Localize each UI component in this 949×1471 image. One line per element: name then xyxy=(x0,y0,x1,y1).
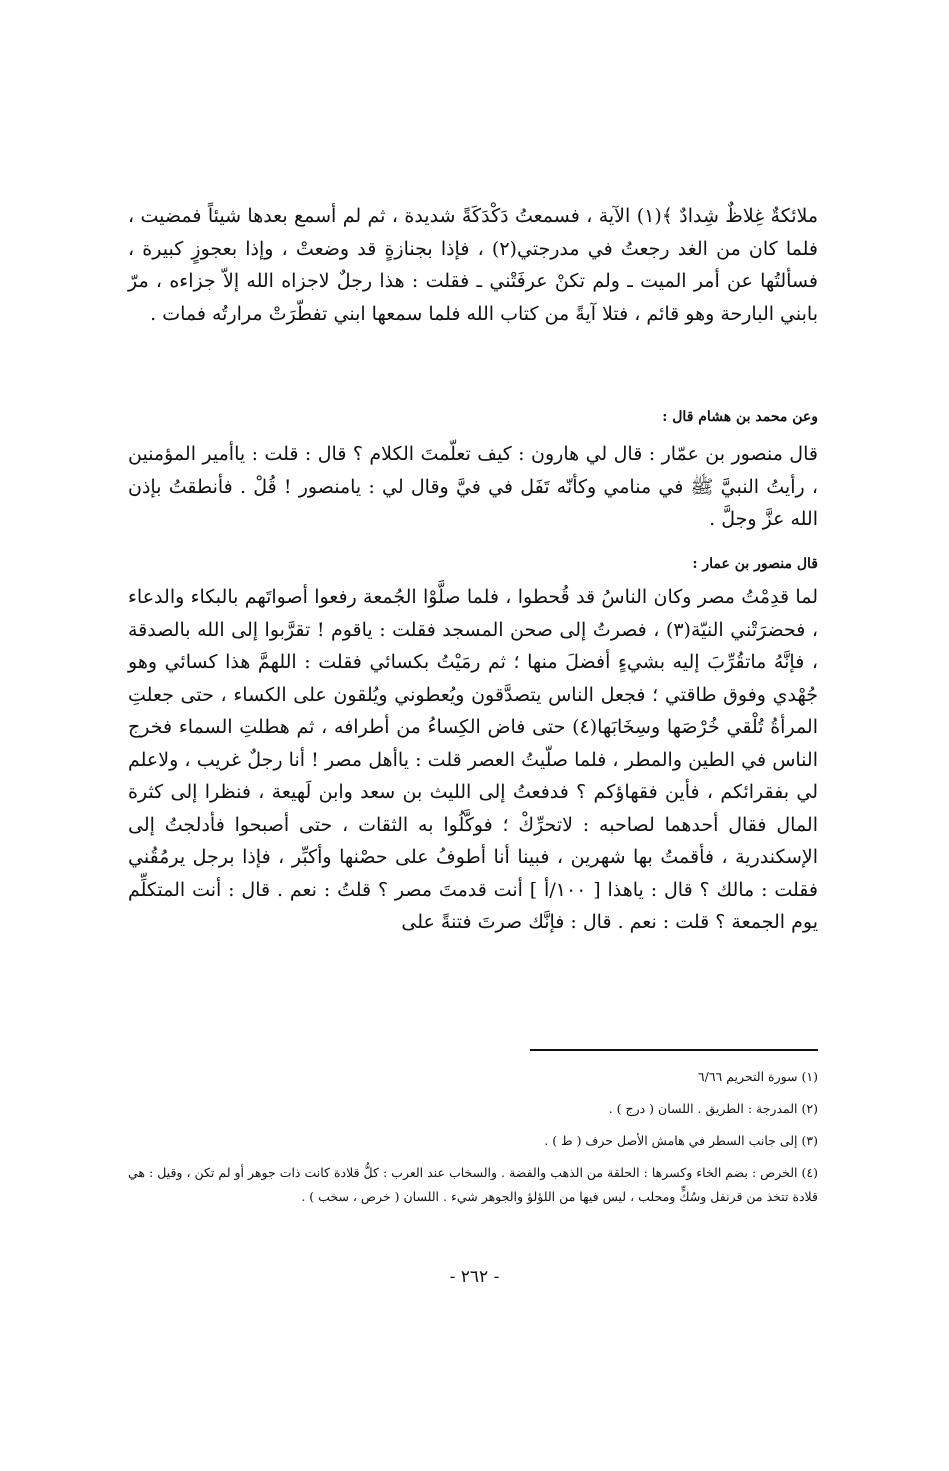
text-block-2 xyxy=(128,438,818,536)
footnote-1: (١) سورة التحريم ٦/٦٦ xyxy=(697,1069,818,1084)
footnote-divider xyxy=(530,1049,818,1051)
page-number: - ٢٦٢ - xyxy=(449,1267,500,1287)
footnote-4: (٤) الخرص : بضم الخاء وكسرها : الحلقة من الذهب والفضة . والسخاب عند العرب : كلُّ قلادة كانت ذات جوهر أو لم تكن ، وقيل : هي قلادة تتخذ من قرنفل وسُكٍّ ومحلب ، ليس فيها من اللؤلؤ والجوهر شيء . اللسان ( خرص ، سخب ) . xyxy=(128,1165,818,1204)
paragraph-2: قال منصور بن عمّار : قال لي هارون : كيف تعلّمتَ الكلام ؟ قال : قلت : ياأمير المؤمنين ، رأيتُ النبيَّ ﷺ في منامي وكأنّه تَفَل في فيَّ وقال لي : يامنصور ! قُلْ . فأنطقتُ بإذن الله عزَّ وجلَّ . xyxy=(128,443,818,530)
footnotes xyxy=(128,1061,818,1209)
section-heading-1: وعن محمد بن هشام قال : xyxy=(662,409,818,425)
section-heading-2: قال منصور بن عمار : xyxy=(692,556,818,572)
footnote-2: (٢) المدرجة : الطريق . اللسان ( درج ) . xyxy=(608,1101,818,1116)
text-block-3 xyxy=(128,581,818,939)
paragraph-3: لما قدِمْتُ مصر وكان الناسُ قد قُحطوا ، فلما صلَّوْا الجُمعة رفعوا أصواتَهم بالبكاء والدعاء ، فحضرَتْني النيّة(٣) ، فصرتُ إلى صحن المسجد فقلت : ياقوم ! تقرَّبوا إلى الله بالصدقة ، فإنَّهُ ماتقُرِّبَ إليه بشيءٍ أفضلَ منها ؛ ثم رمَيْتُ بكسائي فقلت : اللهمَّ هذا كسائي وهو جُهْدي وفوق طاقتي ؛ فجعل الناس يتصدَّقون ويُعطوني ويُلقون على الكساء ، حتى جعلتِ المرأةُ تُلْقي خُرْصَها وسِخَابَها(٤) حتى فاض الكِساءُ من أطرافه ، ثم هطلتِ السماء فخرج الناس في الطين والمطر ، فلما صلّيتُ العصر قلت : ياأهل مصر ! أنا رجلٌ غريب ، ولاعلم لي بفقرائكم ، فأين فقهاؤكم ؟ فدفعتُ إلى الليث بن سعد وابن لَهيعة ، فنظرا إلى كثرة المال فقال أحدهما لصاحبه : لاتحرِّكْ ؛ فوكَّلُوا به الثقات ، حتى أصبحوا فأدلجتُ إلى الإسكندرية ، فأقمتُ بها شهرين ، فبينا أنا أطوفُ على حصْنها وأكبِّر ، فإذا برجل يرمُقُني فقلت : مالك ؟ قال : ياهذا [ ١٠٠/أ ] أنت قدمتَ مصر ؟ قلتُ : نعم . قال : أنت المتكلِّم يوم الجمعة ؟ قلت : نعم . قال : فإنَّك صرتَ فتنةً على xyxy=(128,586,818,933)
footnote-3: (٣) إلى جانب السطر في هامش الأصل حرف ( ط ) . xyxy=(544,1133,818,1148)
text-block-1 xyxy=(128,200,818,330)
paragraph-1: ملائكةٌ غِلاظٌ شِدادٌ ﴾(١) الآية ، فسمعتُ دَكْدَكَةً شديدة ، ثم لم أسمع بعدها شيئاً فمضيت ، فلما كان من الغد رجعتُ في مدرجتي(٢) ، فإذا بجنازةٍ قد وضعتْ ، وإذا بعجوزٍ كبيرة ، فسألتُها عن أمر الميت ـ ولم تكنْ عرفَتْني ـ فقلت : هذا رجلٌ لاجزاه الله إلاّ جزاءه ، مرّ بابني البارحة وهو قائم ، فتلا آيةً من كتاب الله فلما سمعها ابني تفطّرَتْ مرارتُه فمات . xyxy=(128,205,819,325)
